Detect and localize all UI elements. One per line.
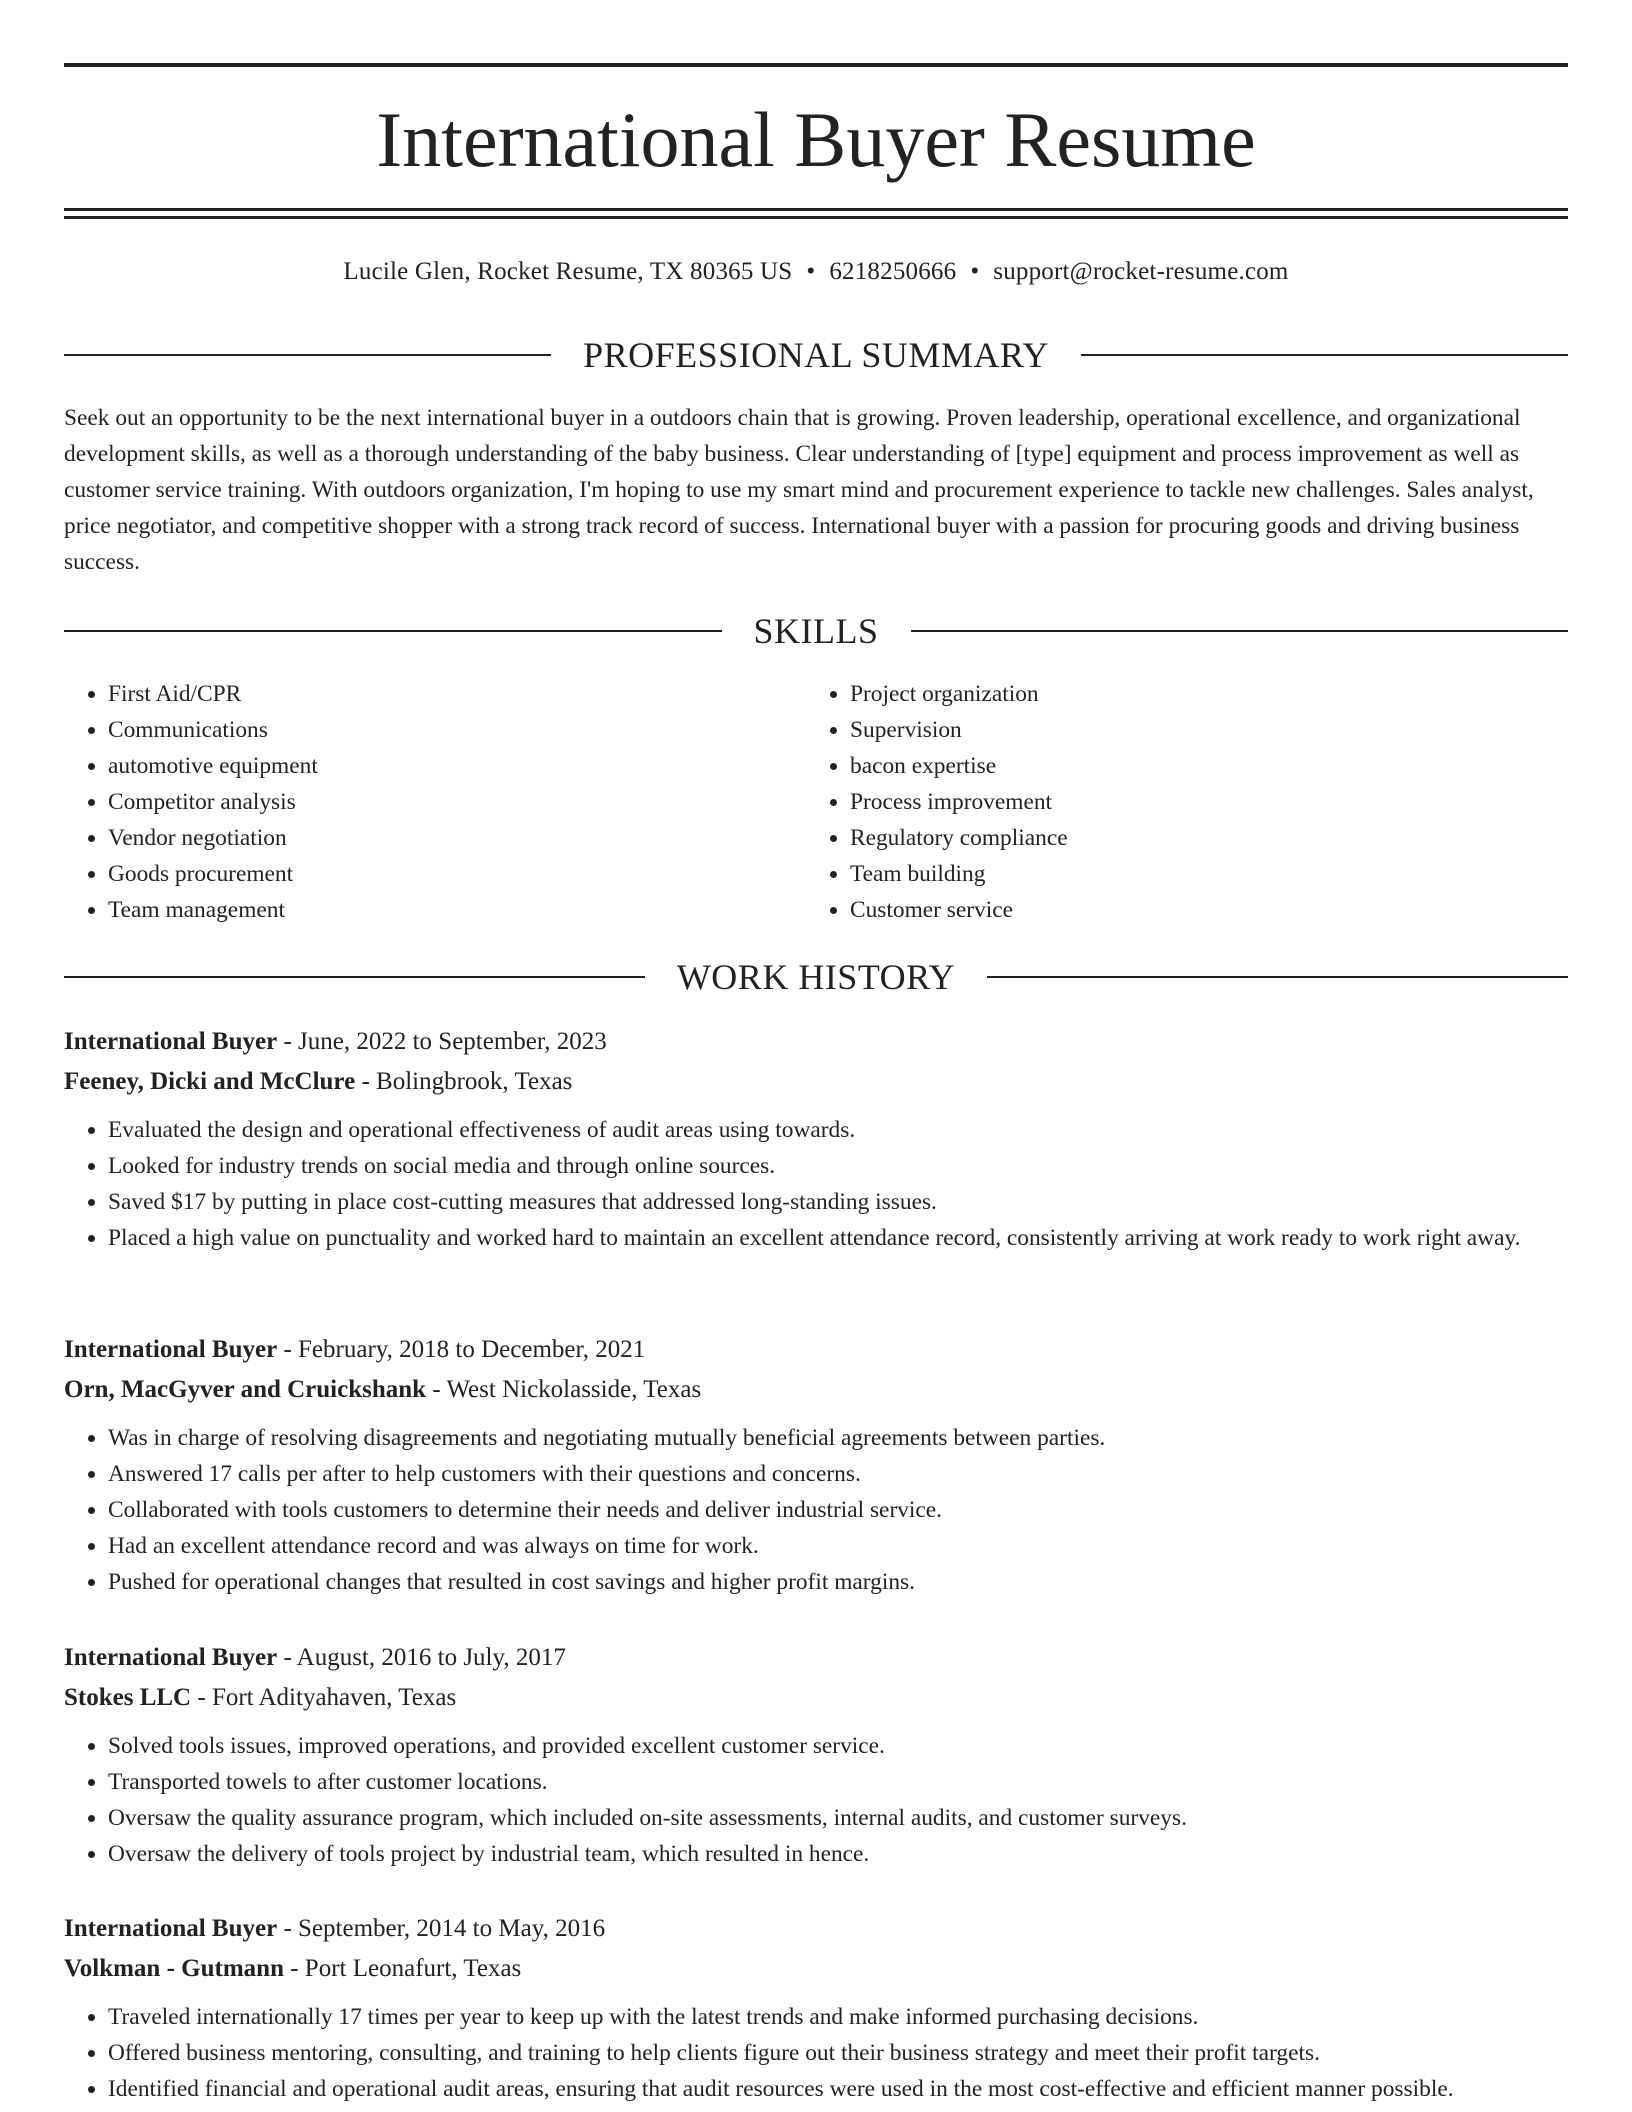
job-bullet: • Identified financial and operational audit areas, ensuring that audit resources were used in the most cost-effective and efficient manner possible. (108, 2071, 1568, 2107)
skill-item: • Goods procurement (108, 856, 806, 892)
job-bullet: • Was in charge of resolving disagreements and negotiating mutually beneficial agreements between parties. (108, 1420, 1568, 1456)
section-title-work: WORK HISTORY (676, 957, 956, 997)
section-rule (911, 630, 1569, 632)
skills-column-right (806, 676, 1548, 928)
summary-text: Seek out an opportunity to be the next international buyer in a outdoors chain that is growing. Proven leadership, operational excellence, and organizational development skills, as well as a thorough understanding of the baby business. Clear understanding of [type] equipment and process improvement as well as customer service training. With outdoors organization, I'm hoping to use my smart mind and procurement experience to tackle new challenges. Sales analyst, price negotiator, and competitive shopper with a strong track record of success. International buyer with a passion for procuring goods and driving business success. (64, 405, 1534, 575)
skills-column-left (64, 676, 806, 928)
job-bullet: • Traveled internationally 17 times per year to keep up with the latest trends and make informed purchasing decisions. (108, 1999, 1568, 2035)
section-header-work (64, 955, 1568, 999)
job-bullets (64, 1420, 1568, 1600)
section-header-summary (64, 333, 1568, 377)
job-bullet: • Placed a high value on punctuality and worked hard to maintain an excellent attendance record, consistently arriving at work ready to work right away. (108, 1220, 1568, 1256)
job-title: International Buyer (64, 1644, 278, 1671)
job-location: - Fort Adityahaven, Texas (191, 1684, 457, 1711)
skill-item: • Communications (108, 712, 806, 748)
section-rule (1081, 354, 1568, 356)
skill-item: • Project organization (850, 676, 1548, 712)
job-role-line (64, 1638, 1568, 1678)
skill-item: • First Aid/CPR (108, 676, 806, 712)
contact-email: support@rocket-resume.com (993, 258, 1289, 285)
skill-item: • bacon expertise (850, 748, 1548, 784)
page-title: International Buyer Resume (376, 96, 1256, 183)
job-dates: - June, 2022 to September, 2023 (277, 1028, 607, 1055)
section-rule (987, 976, 1568, 978)
skill-item: • Customer service (850, 892, 1548, 928)
contact-line (64, 254, 1568, 290)
job-company-line (64, 1949, 1568, 1989)
job-role-line (64, 1022, 1568, 1062)
contact-separator: • (970, 258, 980, 285)
contact-separator: • (806, 258, 816, 285)
job-title: International Buyer (64, 1915, 278, 1942)
job-bullets (64, 1999, 1568, 2107)
job-bullets (64, 1112, 1568, 1256)
job-bullet: • Had an excellent attendance record and was always on time for work. (108, 1528, 1568, 1564)
job-bullet: • Looked for industry trends on social media and through online sources. (108, 1148, 1568, 1184)
job-location: - West Nickolasside, Texas (426, 1376, 702, 1403)
section-title-summary: PROFESSIONAL SUMMARY (583, 335, 1049, 375)
skill-item: • Vendor negotiation (108, 820, 806, 856)
title-double-rule (64, 208, 1568, 219)
skill-item: • Team building (850, 856, 1548, 892)
skill-item: • Supervision (850, 712, 1548, 748)
job-bullet: • Evaluated the design and operational effectiveness of audit areas using towards. (108, 1112, 1568, 1148)
job-bullet: • Saved $17 by putting in place cost-cutting measures that addressed long-standing issues. (108, 1184, 1568, 1220)
job-title: International Buyer (64, 1336, 278, 1363)
job-title: International Buyer (64, 1028, 278, 1055)
job-company: Feeney, Dicki and McClure (64, 1068, 356, 1095)
job-bullet: • Collaborated with tools customers to determine their needs and deliver industrial service. (108, 1492, 1568, 1528)
job-company-line (64, 1370, 1568, 1410)
skill-item: • Regulatory compliance (850, 820, 1548, 856)
job-bullets (64, 1728, 1568, 1872)
section-rule (64, 976, 645, 978)
job-location: - Port Leonafurt, Texas (283, 1955, 522, 1982)
skill-item: • Competitor analysis (108, 784, 806, 820)
job-company-line (64, 1062, 1568, 1102)
job-company: Orn, MacGyver and Cruickshank (64, 1376, 427, 1403)
job-dates: - August, 2016 to July, 2017 (277, 1644, 566, 1671)
job-role-line (64, 1909, 1568, 1949)
job-dates: - September, 2014 to May, 2016 (277, 1915, 606, 1942)
job-entry (64, 1638, 1568, 1872)
job-entry (64, 1022, 1568, 1256)
job-dates: - February, 2018 to December, 2021 (277, 1336, 646, 1363)
job-company-line (64, 1678, 1568, 1718)
job-company: Volkman - Gutmann (64, 1955, 284, 1982)
job-bullet: • Pushed for operational changes that resulted in cost savings and higher profit margins. (108, 1564, 1568, 1600)
section-rule (64, 630, 722, 632)
top-rule (64, 63, 1568, 67)
skill-item: • automotive equipment (108, 748, 806, 784)
job-bullet: • Solved tools issues, improved operations, and provided excellent customer service. (108, 1728, 1568, 1764)
job-entry (64, 1330, 1568, 1600)
job-bullet: • Answered 17 calls per after to help customers with their questions and concerns. (108, 1456, 1568, 1492)
skills-list (64, 676, 1568, 928)
job-bullet: • Oversaw the delivery of tools project by industrial team, which resulted in hence. (108, 1836, 1568, 1872)
section-header-skills (64, 609, 1568, 653)
section-rule (64, 354, 551, 356)
skill-item: • Team management (108, 892, 806, 928)
contact-address: Lucile Glen, Rocket Resume, TX 80365 US (343, 258, 793, 285)
job-bullet: • Transported towels to after customer locations. (108, 1764, 1568, 1800)
skill-item: • Process improvement (850, 784, 1548, 820)
job-location: - Bolingbrook, Texas (355, 1068, 573, 1095)
job-company: Stokes LLC (64, 1684, 192, 1711)
job-bullet: • Oversaw the quality assurance program, which included on-site assessments, internal audits, and customer surveys. (108, 1800, 1568, 1836)
job-bullet: • Offered business mentoring, consulting, and training to help clients figure out their business strategy and meet their profit targets. (108, 2035, 1568, 2071)
section-title-skills: SKILLS (753, 611, 879, 651)
job-role-line (64, 1330, 1568, 1370)
job-entry (64, 1909, 1568, 2107)
contact-phone: 6218250666 (829, 258, 957, 285)
